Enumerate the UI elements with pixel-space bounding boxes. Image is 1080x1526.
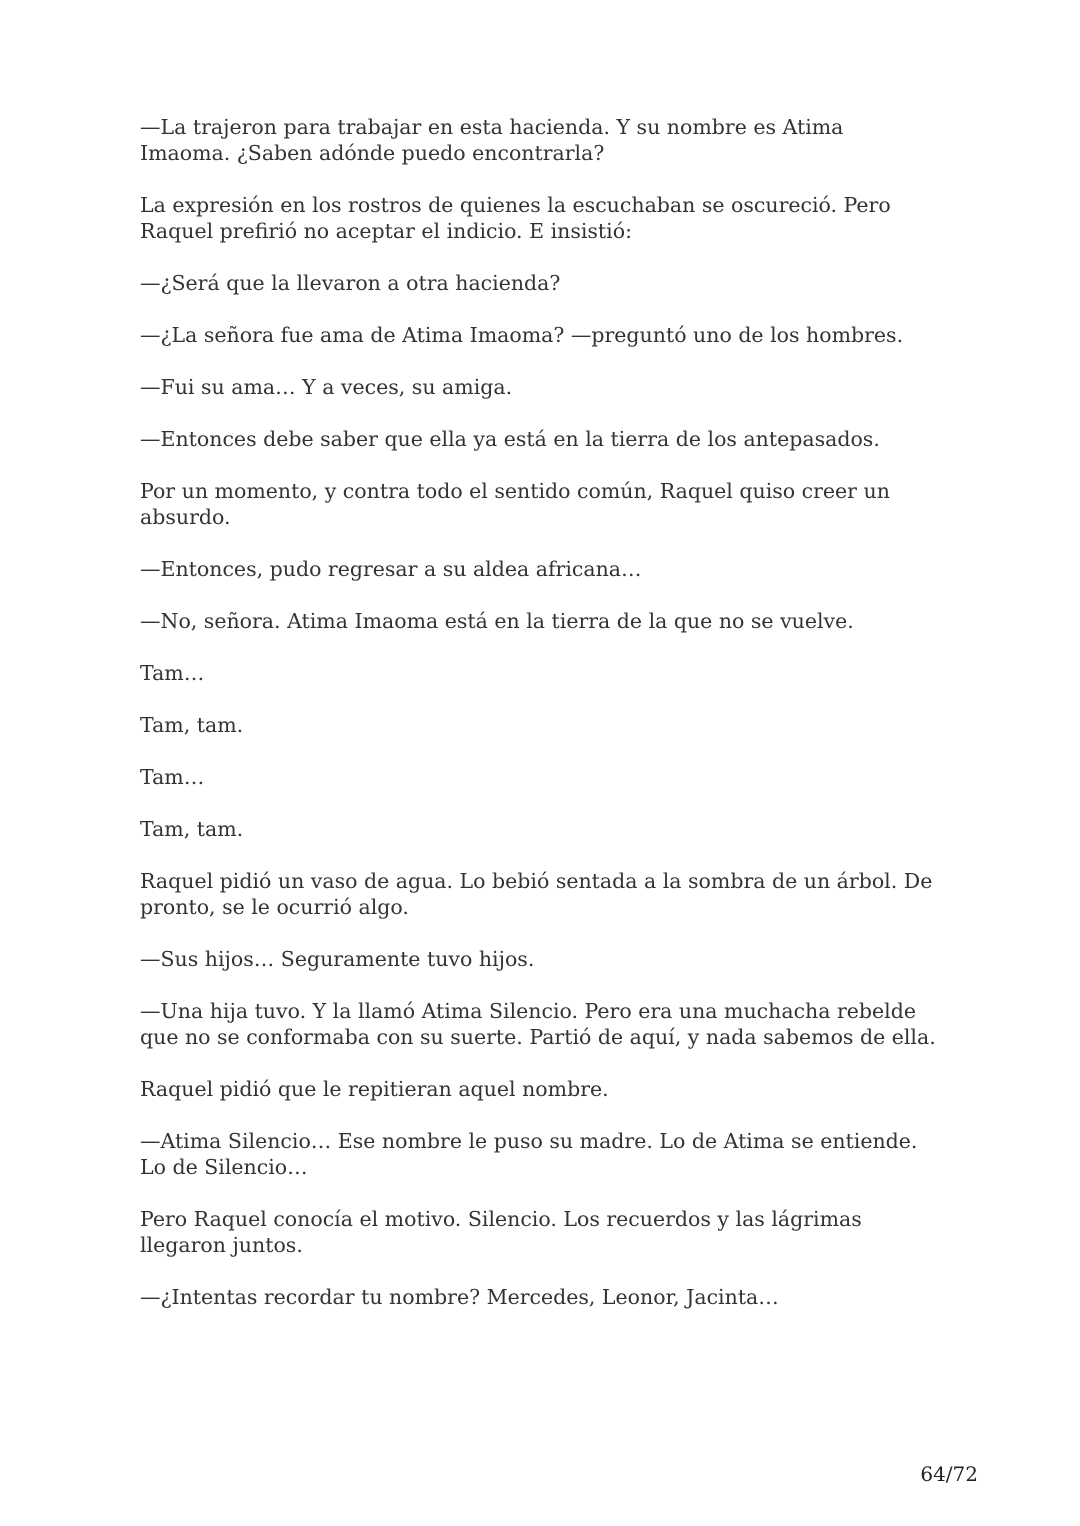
paragraph: Pero Raquel conocía el motivo. Silencio. Los recuerdos y las lágrimas llegaron juntos. — [140, 1207, 862, 1257]
paragraph: —Entonces, pudo regresar a su aldea africana… — [140, 557, 642, 581]
paragraph: Por un momento, y contra todo el sentido común, Raquel quiso creer un absurdo. — [140, 479, 890, 529]
paragraph: —¿Intentas recordar tu nombre? Mercedes, Leonor, Jacinta… — [140, 1285, 779, 1309]
paragraph: Tam, tam. — [140, 713, 244, 737]
paragraph: Tam… — [140, 661, 205, 685]
paragraph: —No, señora. Atima Imaoma está en la tierra de la que no se vuelve. — [140, 609, 854, 633]
paragraph: —¿La señora fue ama de Atima Imaoma? —preguntó uno de los hombres. — [140, 323, 904, 347]
paragraph: —Una hija tuvo. Y la llamó Atima Silencio. Pero era una muchacha rebelde que no se conformaba con su suerte. Partió de aquí, y nada sabemos de ella. — [140, 999, 936, 1049]
paragraph: —Fui su ama… Y a veces, su amiga. — [140, 375, 513, 399]
document-page — [140, 114, 940, 1336]
paragraph: —La trajeron para trabajar en esta hacienda. Y su nombre es Atima Imaoma. ¿Saben adónde puedo encontrarla? — [140, 115, 844, 165]
paragraph: Tam, tam. — [140, 817, 244, 841]
page-number: 64/72 — [920, 1462, 978, 1486]
paragraph: Raquel pidió un vaso de agua. Lo bebió sentada a la sombra de un árbol. De pronto, se le ocurrió algo. — [140, 869, 933, 919]
paragraph: Raquel pidió que le repitieran aquel nombre. — [140, 1077, 609, 1101]
paragraph: La expresión en los rostros de quienes la escuchaban se oscureció. Pero Raquel prefirió no aceptar el indicio. E insistió: — [140, 193, 891, 243]
paragraph: —Entonces debe saber que ella ya está en la tierra de los antepasados. — [140, 427, 880, 451]
paragraph: Tam… — [140, 765, 205, 789]
paragraph: —¿Será que la llevaron a otra hacienda? — [140, 271, 561, 295]
paragraph: —Atima Silencio… Ese nombre le puso su madre. Lo de Atima se entiende. Lo de Silencio… — [140, 1129, 918, 1179]
paragraph: —Sus hijos… Seguramente tuvo hijos. — [140, 947, 535, 971]
